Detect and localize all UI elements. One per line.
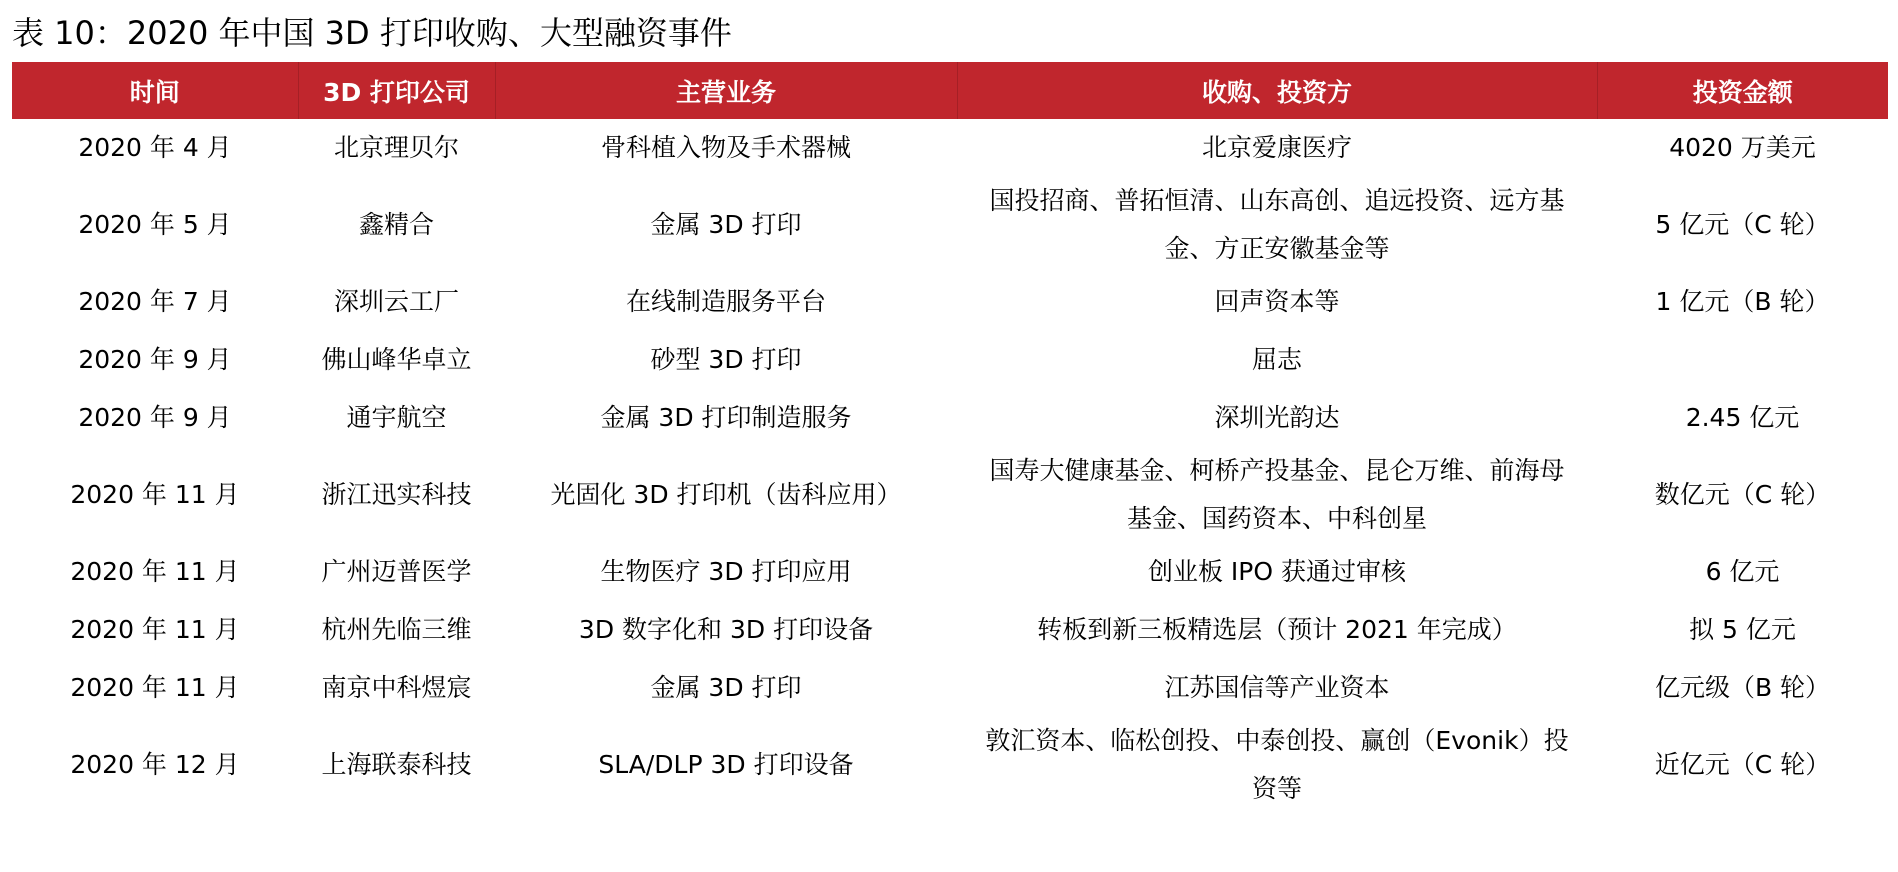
cell-amount <box>1597 331 1888 389</box>
cell-amount: 数亿元（C 轮） <box>1654 480 1831 509</box>
table-row <box>12 717 1888 813</box>
cell-investors <box>957 177 1597 273</box>
investor-line: 国投招商、普拓恒清、山东高创、追远投资、远方基 <box>989 186 1565 215</box>
cell-time: 2020 年 11 月 <box>70 673 240 702</box>
events-table <box>12 62 1888 813</box>
investor-line: 转板到新三板精选层（预计 2021 年完成） <box>1037 615 1517 644</box>
investor-line: 基金、国药资本、中科创星 <box>1126 504 1427 533</box>
cell-company: 上海联泰科技 <box>321 750 472 779</box>
cell-investors <box>957 119 1597 177</box>
cell-company: 杭州先临三维 <box>321 615 472 644</box>
cell-investors <box>957 659 1597 717</box>
table-row <box>12 119 1888 177</box>
table-row <box>12 331 1888 389</box>
cell-amount: 近亿元（C 轮） <box>1654 750 1831 779</box>
cell-business: 骨科植入物及手术器械 <box>600 133 851 162</box>
investor-line: 国寿大健康基金、柯桥产投基金、昆仑万维、前海母 <box>989 456 1565 485</box>
header-row <box>12 62 1888 119</box>
cell-time: 2020 年 7 月 <box>78 287 232 316</box>
cell-time: 2020 年 5 月 <box>78 210 232 239</box>
header-time: 时间 <box>12 62 298 119</box>
investor-line: 江苏国信等产业资本 <box>1164 673 1390 702</box>
header-business: 主营业务 <box>495 62 957 119</box>
cell-business: 光固化 3D 打印机（齿科应用） <box>550 480 902 509</box>
cell-company: 广州迈普医学 <box>321 557 472 586</box>
cell-time: 2020 年 9 月 <box>78 345 232 374</box>
cell-business: 金属 3D 打印 <box>650 673 802 702</box>
investor-line: 敦汇资本、临松创投、中泰创投、赢创（Evonik）投 <box>985 726 1569 755</box>
cell-time: 2020 年 11 月 <box>70 557 240 586</box>
cell-time: 2020 年 9 月 <box>78 403 232 432</box>
cell-business: 金属 3D 打印 <box>650 210 802 239</box>
cell-company: 佛山峰华卓立 <box>321 345 472 374</box>
cell-time: 2020 年 12 月 <box>70 750 240 779</box>
cell-amount: 2.45 亿元 <box>1685 403 1800 432</box>
cell-investors <box>957 389 1597 447</box>
table-row <box>12 543 1888 601</box>
header-investors: 收购、投资方 <box>957 62 1597 119</box>
cell-time: 2020 年 11 月 <box>70 480 240 509</box>
investor-line: 金、方正安徽基金等 <box>1164 234 1390 263</box>
header-company: 3D 打印公司 <box>298 62 495 119</box>
cell-company: 通宇航空 <box>346 403 447 432</box>
investor-line: 北京爱康医疗 <box>1201 133 1352 162</box>
cell-amount: 6 亿元 <box>1705 557 1780 586</box>
investor-line: 深圳光韵达 <box>1214 403 1340 432</box>
cell-investors <box>957 447 1597 543</box>
cell-business: 在线制造服务平台 <box>625 287 826 316</box>
cell-company: 南京中科煜宸 <box>321 673 472 702</box>
cell-business: 3D 数字化和 3D 打印设备 <box>578 615 874 644</box>
table-body <box>12 119 1888 813</box>
cell-business: SLA/DLP 3D 打印设备 <box>598 750 854 779</box>
cell-investors <box>957 331 1597 389</box>
cell-investors <box>957 717 1597 813</box>
table-caption: 表 10：2020 年中国 3D 打印收购、大型融资事件 <box>12 14 732 52</box>
investor-line: 屈志 <box>1251 345 1302 374</box>
table-row <box>12 273 1888 331</box>
cell-company: 鑫精合 <box>358 210 434 239</box>
cell-time: 2020 年 4 月 <box>78 133 232 162</box>
table-row <box>12 389 1888 447</box>
cell-amount: 4020 万美元 <box>1669 133 1816 162</box>
header-amount: 投资金额 <box>1597 62 1888 119</box>
cell-company: 北京理贝尔 <box>333 133 459 162</box>
cell-business: 金属 3D 打印制造服务 <box>600 403 852 432</box>
investor-line: 资等 <box>1251 774 1302 803</box>
cell-investors <box>957 601 1597 659</box>
cell-amount: 1 亿元（B 轮） <box>1655 287 1830 316</box>
cell-amount: 亿元级（B 轮） <box>1654 673 1831 702</box>
table-row <box>12 601 1888 659</box>
table-row <box>12 447 1888 543</box>
cell-amount: 5 亿元（C 轮） <box>1655 210 1830 239</box>
investor-line: 创业板 IPO 获通过审核 <box>1147 557 1407 586</box>
cell-investors <box>957 543 1597 601</box>
table-row <box>12 659 1888 717</box>
cell-company: 深圳云工厂 <box>333 287 459 316</box>
investor-line: 回声资本等 <box>1214 287 1340 316</box>
cell-time: 2020 年 11 月 <box>70 615 240 644</box>
cell-business: 砂型 3D 打印 <box>650 345 802 374</box>
table-row <box>12 177 1888 273</box>
cell-company: 浙江迅实科技 <box>321 480 472 509</box>
cell-amount: 拟 5 亿元 <box>1689 615 1796 644</box>
cell-business: 生物医疗 3D 打印应用 <box>600 557 852 586</box>
cell-investors <box>957 273 1597 331</box>
